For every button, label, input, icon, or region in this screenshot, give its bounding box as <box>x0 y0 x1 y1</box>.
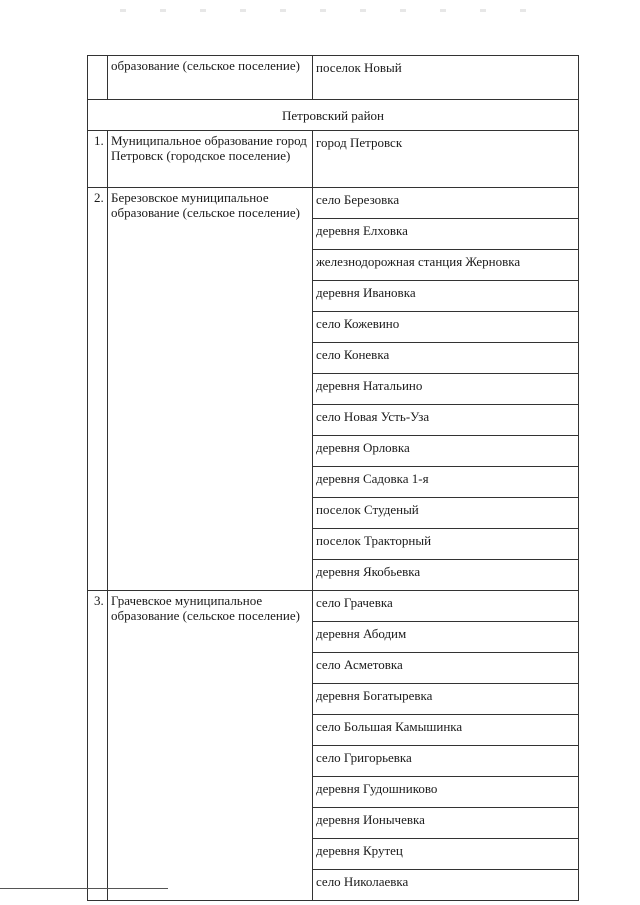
settlement-name: деревня Гудошниково <box>313 777 579 808</box>
settlement-name: село Грачевка <box>313 591 579 622</box>
settlement-name: деревня Орловка <box>313 436 579 467</box>
settlement-name: деревня Якобьевка <box>313 560 579 591</box>
settlement-name: деревня Елховка <box>313 219 579 250</box>
settlement-name: село Николаевка <box>313 870 579 901</box>
municipality-name: Грачевское муниципальное образование (сельское поселение) <box>108 591 313 901</box>
table-row <box>88 131 579 188</box>
settlement-name: село Березовка <box>313 188 579 219</box>
settlement-name: деревня Садовка 1-я <box>313 467 579 498</box>
entry-number: 2. <box>88 188 108 591</box>
settlement-name: поселок Студеный <box>313 498 579 529</box>
page-rule <box>0 888 168 889</box>
entry-number: 1. <box>88 131 108 188</box>
settlement-name: село Большая Камышинка <box>313 715 579 746</box>
district-header-row <box>88 100 579 131</box>
table-row <box>88 591 579 622</box>
settlement-name: село Асметовка <box>313 653 579 684</box>
settlement-name: деревня Натальино <box>313 374 579 405</box>
table-row-continuation <box>88 56 579 100</box>
entry-number: 3. <box>88 591 108 901</box>
settlement-cell: поселок Новый <box>313 56 579 100</box>
settlement-name: город Петровск <box>313 131 579 188</box>
settlement-name: деревня Абодим <box>313 622 579 653</box>
settlement-name: деревня Ивановка <box>313 281 579 312</box>
municipality-name: Березовское муниципальное образование (сельское поселение) <box>108 188 313 591</box>
scan-artifact <box>120 9 540 12</box>
settlement-name: село Кожевино <box>313 312 579 343</box>
number-cell <box>88 56 108 100</box>
settlements-table-body <box>88 56 579 901</box>
settlement-name: село Григорьевка <box>313 746 579 777</box>
district-title: Петровский район <box>88 100 579 131</box>
settlement-name: поселок Тракторный <box>313 529 579 560</box>
settlement-name: железнодорожная станция Жерновка <box>313 250 579 281</box>
municipality-name-cell: образование (сельское поселение) <box>108 56 313 100</box>
table-row <box>88 188 579 219</box>
settlements-table <box>87 55 579 901</box>
municipality-name: Муниципальное образование город Петровск (городское поселение) <box>108 131 313 188</box>
settlement-name: село Коневка <box>313 343 579 374</box>
settlement-name: деревня Богатыревка <box>313 684 579 715</box>
settlement-name: село Новая Усть-Уза <box>313 405 579 436</box>
settlement-name: деревня Ионычевка <box>313 808 579 839</box>
settlement-name: деревня Крутец <box>313 839 579 870</box>
